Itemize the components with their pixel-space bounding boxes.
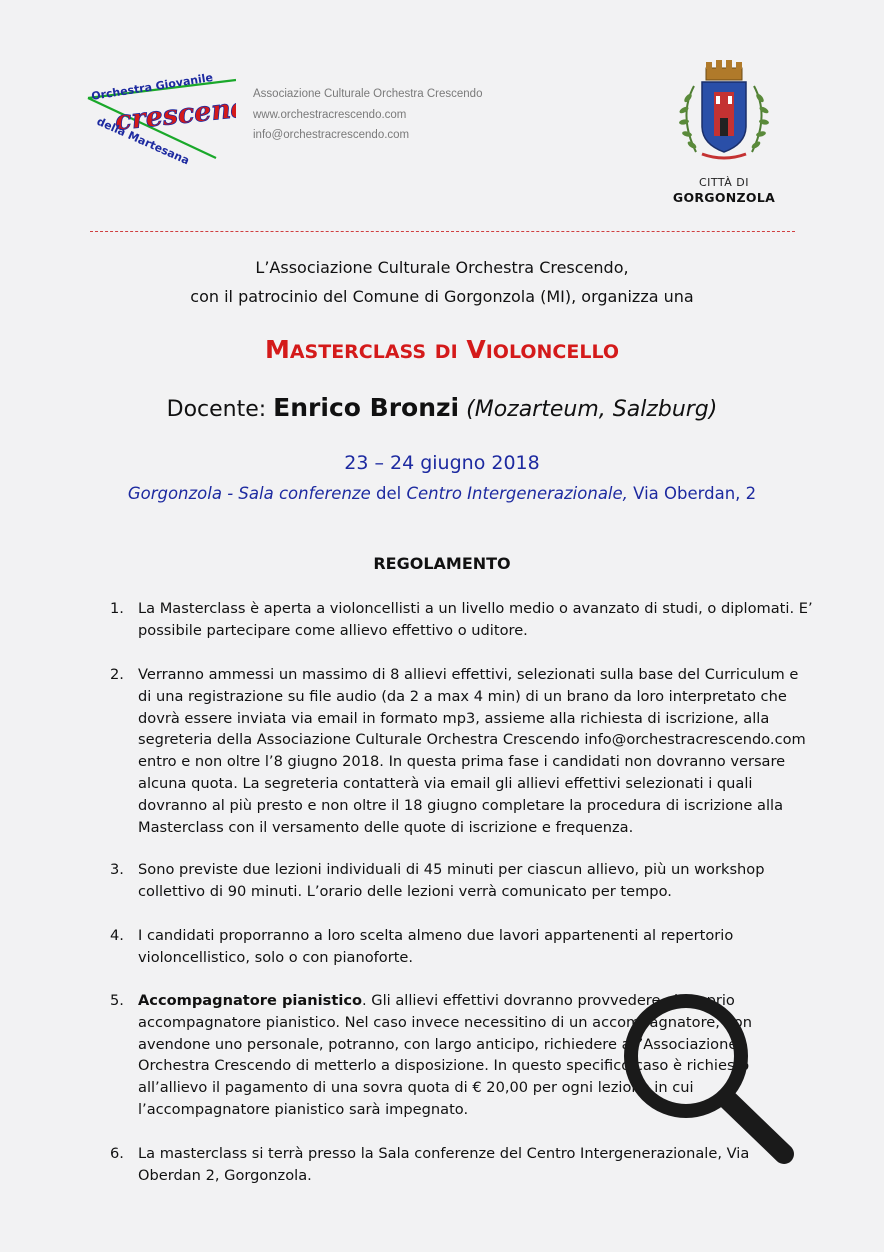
regolamento-heading: REGOLAMENTO bbox=[373, 554, 511, 573]
association-contact-block bbox=[253, 84, 482, 146]
intro-line-1: L’Associazione Culturale Orchestra Crescendo, bbox=[255, 258, 629, 277]
title-rest-1: ASTERCLASS bbox=[289, 341, 427, 363]
rule-number: 5. bbox=[110, 992, 124, 1009]
header-divider bbox=[90, 231, 795, 232]
rule-line: collettivo di 90 minuti. L’orario delle lezioni verrà comunicato per tempo. bbox=[138, 882, 672, 900]
rule-line: Verranno ammessi un massimo di 8 allievi effettivi, selezionati sulla base del Curriculum e bbox=[138, 666, 799, 683]
email-link[interactable]: info@orchestracrescendo.com bbox=[253, 129, 410, 141]
rule-number: 4. bbox=[110, 927, 124, 944]
rule-line: La masterclass si terrà presso la Sala conferenze del Centro Intergenerazionale, Via bbox=[138, 1145, 750, 1162]
event-date: 23 – 24 giugno 2018 bbox=[344, 452, 540, 474]
title-rest-2: IOLONCELLO bbox=[485, 341, 620, 363]
venue-centro: Centro Intergenerazionale, bbox=[406, 484, 628, 503]
rule-line: accompagnatore pianistico. Nel caso invece necessitino di un accompagnatore, non bbox=[138, 1013, 752, 1031]
rule-line: Sono previste due lezioni individuali di 45 minuti per ciascun allievo, più un workshop bbox=[138, 861, 765, 878]
rule-line: violoncellistico, solo o con pianoforte. bbox=[138, 948, 414, 966]
rule-line: segreteria della Associazione Culturale Orchestra Crescendo info@orchestracrescendo.com bbox=[138, 731, 806, 749]
rule-line: di una registrazione su file audio (da 2 a max 4 min) di un brano da loro interpretato che bbox=[138, 687, 787, 705]
title-initial-2: V bbox=[466, 335, 486, 364]
svg-text:della Martesana: della Martesana bbox=[94, 114, 192, 168]
rule-line: l’accompagnatore pianistico sarà impegnato. bbox=[138, 1100, 469, 1118]
city-label: CITTÀ DI bbox=[698, 176, 750, 189]
rule-line: I candidati proporranno a loro scelta almeno due lavori appartenenti al repertorio bbox=[138, 927, 734, 944]
venue-del: del bbox=[370, 484, 407, 503]
rule-line: avendone uno personale, potranno, con largo anticipo, richiedere all’Associazione bbox=[138, 1035, 738, 1053]
teacher-name: Enrico Bronzi bbox=[273, 393, 460, 422]
teacher-label: Docente: bbox=[166, 397, 274, 422]
city-name: GORGONZOLA bbox=[672, 190, 776, 205]
rule-line: all’allievo il pagamento di una sovra quota di € 20,00 per ogni lezione in cui bbox=[138, 1079, 694, 1097]
rule-number: 6. bbox=[110, 1145, 124, 1162]
rule-line-rest: . Gli allievi effettivi dovranno provvedere al proprio bbox=[362, 992, 735, 1009]
venue-address: Via Oberdan, 2 bbox=[627, 484, 757, 503]
teacher-affiliation: (Mozarteum, Salzburg) bbox=[466, 397, 718, 422]
website-link[interactable]: www.orchestracrescendo.com bbox=[253, 108, 407, 121]
rule-bold-lead: Accompagnatore pianistico bbox=[138, 992, 363, 1009]
teacher-line bbox=[0, 393, 884, 422]
rule-number: 2. bbox=[110, 666, 124, 683]
rule-line: dovrà essere inviata via email in formato mp3, assieme alla richiesta di iscrizione, alla bbox=[138, 709, 770, 727]
rule-line: dovranno al più presto e non oltre il 18 giugno completare la procedura di iscrizione alla bbox=[138, 796, 784, 814]
gorgonzola-crest-icon bbox=[672, 56, 776, 168]
association-name: Associazione Culturale Orchestra Crescendo bbox=[253, 88, 483, 100]
orchestra-logo bbox=[86, 72, 236, 168]
rule-line: Oberdan 2, Gorgonzola. bbox=[138, 1166, 312, 1184]
rule-line: possibile partecipare come allievo effettivo o uditore. bbox=[138, 621, 528, 639]
title-connector: DI bbox=[434, 341, 458, 363]
event-venue bbox=[0, 484, 884, 503]
rule-line: Masterclass con il versamento delle quote di iscrizione e frequenza. bbox=[138, 818, 634, 836]
title-initial-1: M bbox=[264, 335, 290, 364]
rule-line: entro e non oltre l’8 giugno 2018. In questa prima fase i candidati non dovranno versare bbox=[138, 753, 786, 771]
rule-line: alcuna quota. La segreteria contatterà via email gli allievi effettivi selezionati i quali bbox=[138, 774, 753, 792]
rule-number: 3. bbox=[110, 861, 124, 878]
venue-city: Gorgonzola - Sala conferenze bbox=[127, 484, 371, 503]
rule-line: Orchestra Crescendo di metterlo a disposizione. In questo specifico caso è richiesto bbox=[138, 1057, 750, 1075]
zoom-magnifier-icon[interactable] bbox=[620, 990, 810, 1170]
svg-text:crescendo: crescendo bbox=[113, 90, 236, 137]
rule-number: 1. bbox=[110, 600, 124, 617]
masterclass-title bbox=[0, 335, 884, 364]
rule-line: La Masterclass è aperta a violoncellisti a un livello medio o avanzato di studi, o diplomati. E’ bbox=[138, 600, 813, 617]
intro-line-2: con il patrocinio del Comune di Gorgonzola (MI), organizza una bbox=[190, 287, 694, 306]
svg-text:Orchestra Giovanile: Orchestra Giovanile bbox=[90, 72, 214, 103]
